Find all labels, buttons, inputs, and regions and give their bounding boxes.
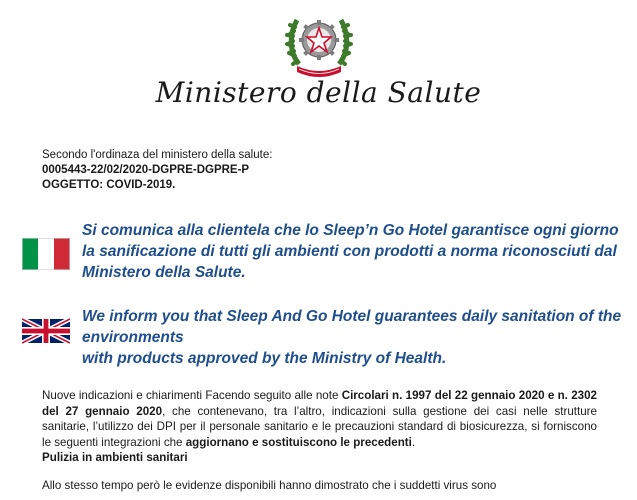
body-p1-heading: Pulizia in ambienti sanitari [42,451,188,464]
italy-flag-icon [22,238,70,270]
notice-italian [82,220,627,283]
notice-english [82,306,627,369]
body-p1-middle: , che contenevano, tra l’altro, indicazioni sulla gestione dei casi nelle strutture sanitarie, l’utilizzo dei DPI per il personale sanitario e le precauzioni standard di biosicurezza, si forniscono le seguenti integrazioni che [42,404,597,449]
notice-it-line-1: Si comunica alla clientela che lo Sleep’n Go Hotel garantisce ogni giorno [82,222,619,239]
notice-it-line-3: Ministero della Salute. [82,264,246,281]
body-p1-circulars: Circolari n. 1997 del 22 gennaio 2020 e n. 2302 del 27 gennaio 2020 [42,389,597,418]
body-p1-intro: Nuove indicazioni e chiarimenti Facendo seguito alle note [42,389,342,402]
reference-block [42,148,272,193]
reference-subject: OGGETTO: COVID-2019. [42,179,176,191]
reference-protocol: 0005443-22/02/2020-DGPRE-DGPRE-P [42,164,250,176]
body-paragraph-1 [42,388,597,466]
notice-it-line-2: la sanificazione di tutti gli ambienti con prodotti a norma riconosciuti dal [82,243,617,260]
ministry-title: Ministero della Salute [155,76,482,109]
body-p1-end: . [411,435,416,449]
notice-en-line-1: We inform you that Sleep And Go Hotel guarantees daily sanitation of the [82,308,622,325]
republic-emblem-icon [285,6,353,78]
body-text [42,388,597,493]
body-paragraph-2: Allo stesso tempo però le evidenze disponibili hanno dimostrato che i suddetti virus sono [42,478,497,492]
reference-intro: Secondo l'ordinaza del ministero della salute: [42,149,273,161]
uk-flag-icon [22,318,70,344]
body-p1-update: aggiornano e sostituiscono le precedenti [185,435,412,449]
notice-en-line-2: environments [82,329,184,346]
notice-en-line-3: with products approved by the Ministry of Health. [82,350,447,367]
